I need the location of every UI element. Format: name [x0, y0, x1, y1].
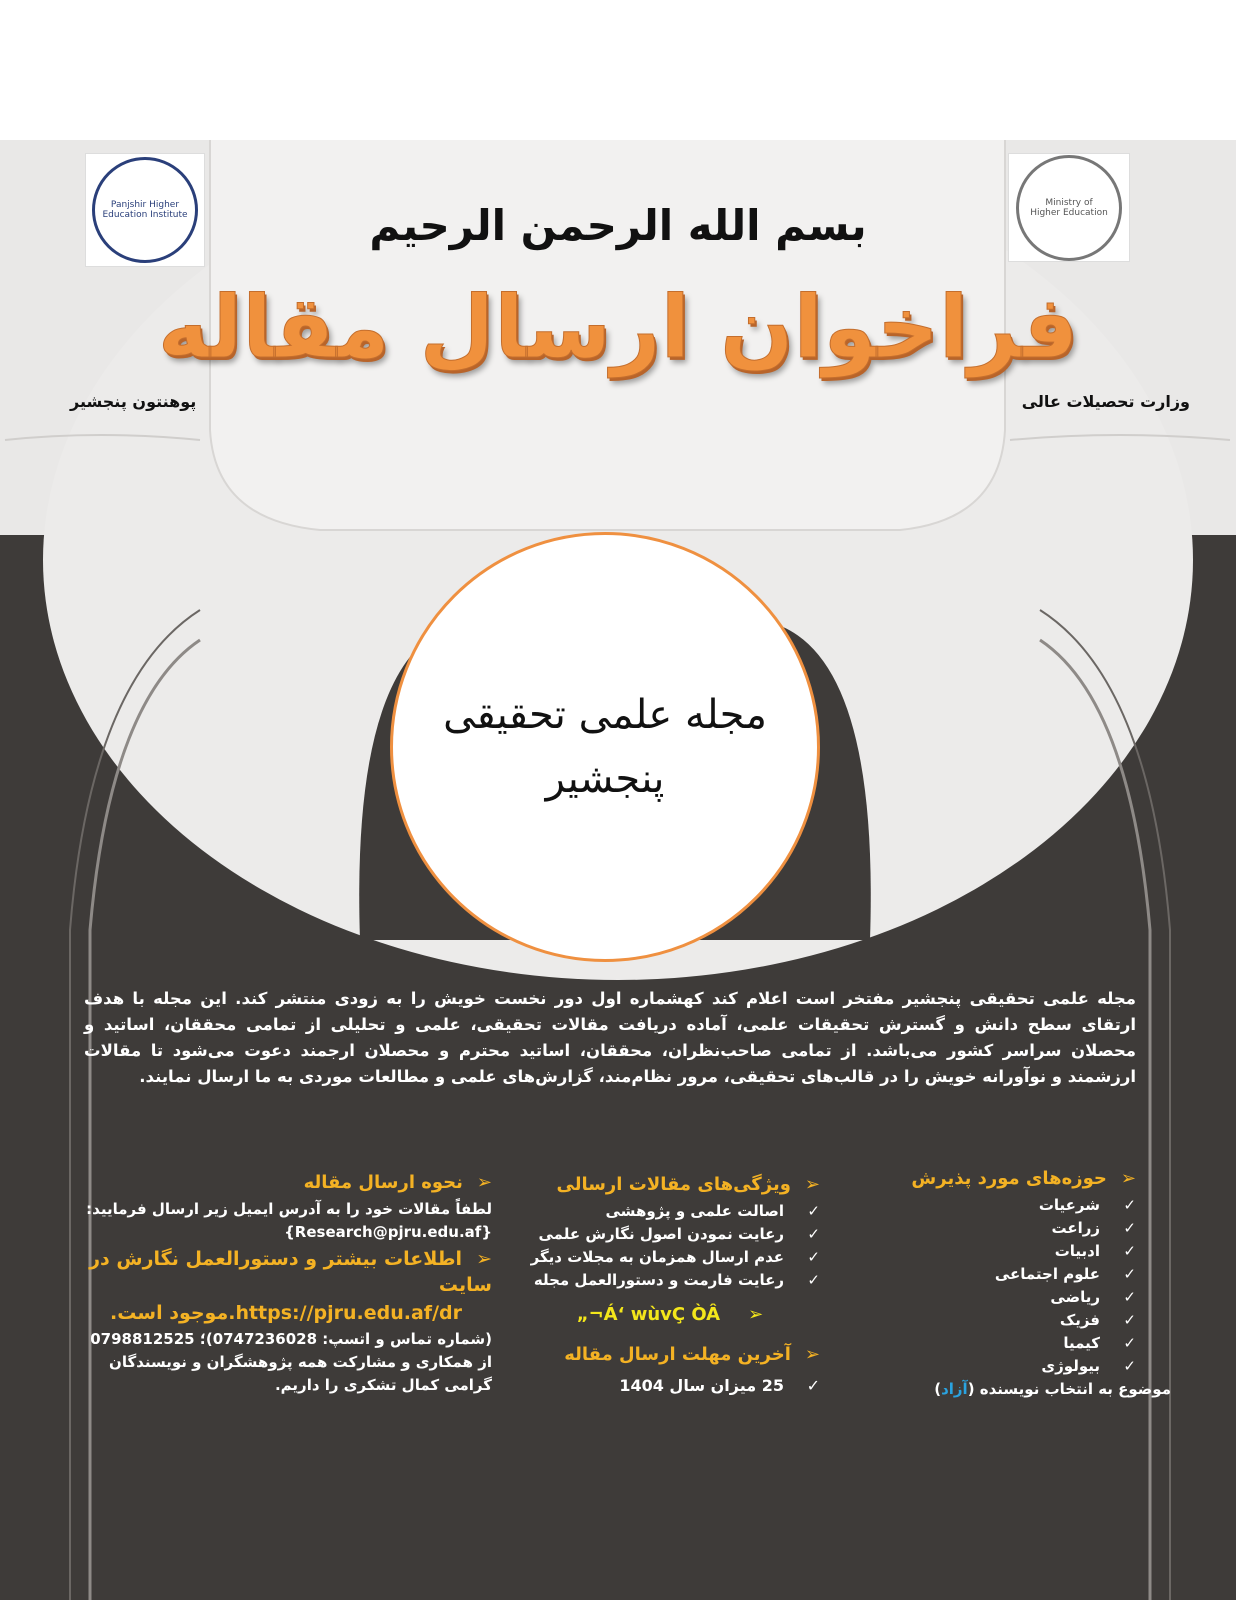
check-icon: ✓ — [807, 1248, 820, 1266]
deadline-heading: آخرین مهلت ارسال مقاله — [564, 1344, 791, 1365]
arrowhead-icon: ➢ — [1120, 1168, 1136, 1189]
arrowhead-icon: ➢ — [476, 1172, 492, 1193]
check-icon: ✓ — [806, 1376, 820, 1395]
list-item — [856, 1217, 1136, 1240]
check-icon: ✓ — [1123, 1334, 1136, 1352]
fields-note: موضوع به انتخاب نویسنده (آزاد) — [934, 1380, 1171, 1398]
features-heading: ویژگی‌های مقالات ارسالی — [556, 1174, 791, 1195]
check-icon: ✓ — [807, 1225, 820, 1243]
fields-section — [856, 1164, 1171, 1401]
fields-heading: حوزه‌های مورد پذیرش — [911, 1168, 1107, 1189]
check-icon: ✓ — [1123, 1357, 1136, 1375]
submission-email[interactable]: {Research@pjru.edu.af} — [284, 1223, 492, 1241]
features-section — [520, 1170, 820, 1397]
list-item — [856, 1309, 1136, 1332]
bismillah: بسم الله الرحمن الرحیم — [369, 201, 867, 250]
more-info-heading: اطلاعات بیشتر و دستورالعمل نگارش در سایت — [89, 1248, 492, 1296]
arrowhead-icon: ➢ — [748, 1304, 764, 1325]
arrowhead-icon: ➢ — [804, 1344, 820, 1365]
journal-name-line2: پنجشیر — [545, 756, 665, 802]
list-item — [520, 1246, 820, 1269]
list-item-label: رعایت فارمت و دستورالعمل مجله — [533, 1271, 784, 1289]
list-item — [856, 1332, 1136, 1355]
check-icon: ✓ — [1123, 1265, 1136, 1283]
submission-instruction: لطفاً مقالات خود را به آدرس ایمیل زیر ارسال فرمایید: — [86, 1200, 492, 1218]
list-item-label: زراعت — [1051, 1219, 1100, 1237]
page-title: فراخوان ارسال مقاله — [157, 278, 1079, 378]
arrowhead-icon: ➢ — [476, 1248, 492, 1270]
list-item-label: اصالت علمی و پژوهشی — [605, 1202, 784, 1220]
check-icon: ✓ — [1123, 1288, 1136, 1306]
list-item — [520, 1269, 820, 1292]
list-item-label: ریاضی — [1050, 1288, 1100, 1306]
list-item-label: شرعیات — [1038, 1196, 1100, 1214]
submission-heading: نحوه ارسال مقاله — [303, 1172, 463, 1193]
ministry-name: وزارت تحصیلات عالی — [1021, 392, 1190, 411]
list-item-label: عدم ارسال همزمان به مجلات دیگر — [530, 1248, 784, 1266]
list-item — [856, 1263, 1136, 1286]
journal-name-line1: مجله علمی تحقیقی — [443, 692, 767, 738]
university-seal: Panjshir Higher Education Institute — [92, 157, 198, 263]
list-item-label: ادبیات — [1054, 1242, 1100, 1260]
thanks-text: از همکاری و مشارکت همه پژوهشگران و نویسندگان گرامی کمال تشکری را داریم. — [109, 1353, 492, 1394]
arrowhead-icon: ➢ — [804, 1174, 820, 1195]
list-item — [856, 1194, 1136, 1217]
check-icon: ✓ — [1123, 1196, 1136, 1214]
list-item — [856, 1240, 1136, 1263]
list-item — [520, 1200, 820, 1223]
list-item — [856, 1355, 1136, 1378]
check-icon: ✓ — [1123, 1219, 1136, 1237]
info-columns — [0, 1164, 1236, 1398]
list-item-label: کیمیا — [1063, 1334, 1100, 1352]
deadline-value: 25 میزان سال 1404 — [619, 1376, 784, 1395]
contact-numbers: (شماره تماس و اتسپ: 0747236028)؛ 0798812525 — [90, 1330, 492, 1348]
intro-paragraph: مجله علمی تحقیقی پنجشیر مفتخر است اعلام کند کهشماره اول دور نخست خویش را به زودی منتشر کند. این مجله با هدف ارتقای سطح دانش و گسترش تحقیقات علمی، آماده دریافت مقالات تحقیقی، علمی و تحلیلی از تمامی محققان، اساتید و محصلان سراسر کشور می‌باشد. از تمامی صاحب‌نظران، محققان، اساتید محترم و محصلان ارجمند دعوت می‌شود تا مقالات ارزشمند و نوآورانه خویش را در قالب‌های تحقیقی، مرور نظام‌مند، گزارش‌های علمی و مطالعات موردی به ما ارسال نمایند. — [84, 989, 1136, 1086]
list-item — [520, 1223, 820, 1246]
check-icon: ✓ — [807, 1202, 820, 1220]
list-item-label: رعایت نمودن اصول نگارش علمی — [538, 1225, 784, 1243]
list-item-label: علوم اجتماعی — [994, 1265, 1100, 1283]
submission-section — [72, 1168, 492, 1397]
check-icon: ✓ — [807, 1271, 820, 1289]
ministry-seal: Ministry of Higher Education — [1016, 155, 1122, 261]
journal-name-circle — [390, 532, 820, 962]
university-name: پوهنتون پنجشیر — [70, 392, 197, 411]
website-link[interactable]: https://pjru.edu.af/dr.موجود است. — [110, 1302, 462, 1324]
list-item-label: بیولوژی — [1041, 1357, 1100, 1375]
list-item-label: فزیک — [1059, 1311, 1100, 1329]
check-icon: ✓ — [1123, 1311, 1136, 1329]
check-icon: ✓ — [1123, 1242, 1136, 1260]
garbled-heading: „¬Á‘ wùvÇ ÒÂ ➢ — [576, 1304, 764, 1325]
list-item — [856, 1286, 1136, 1309]
